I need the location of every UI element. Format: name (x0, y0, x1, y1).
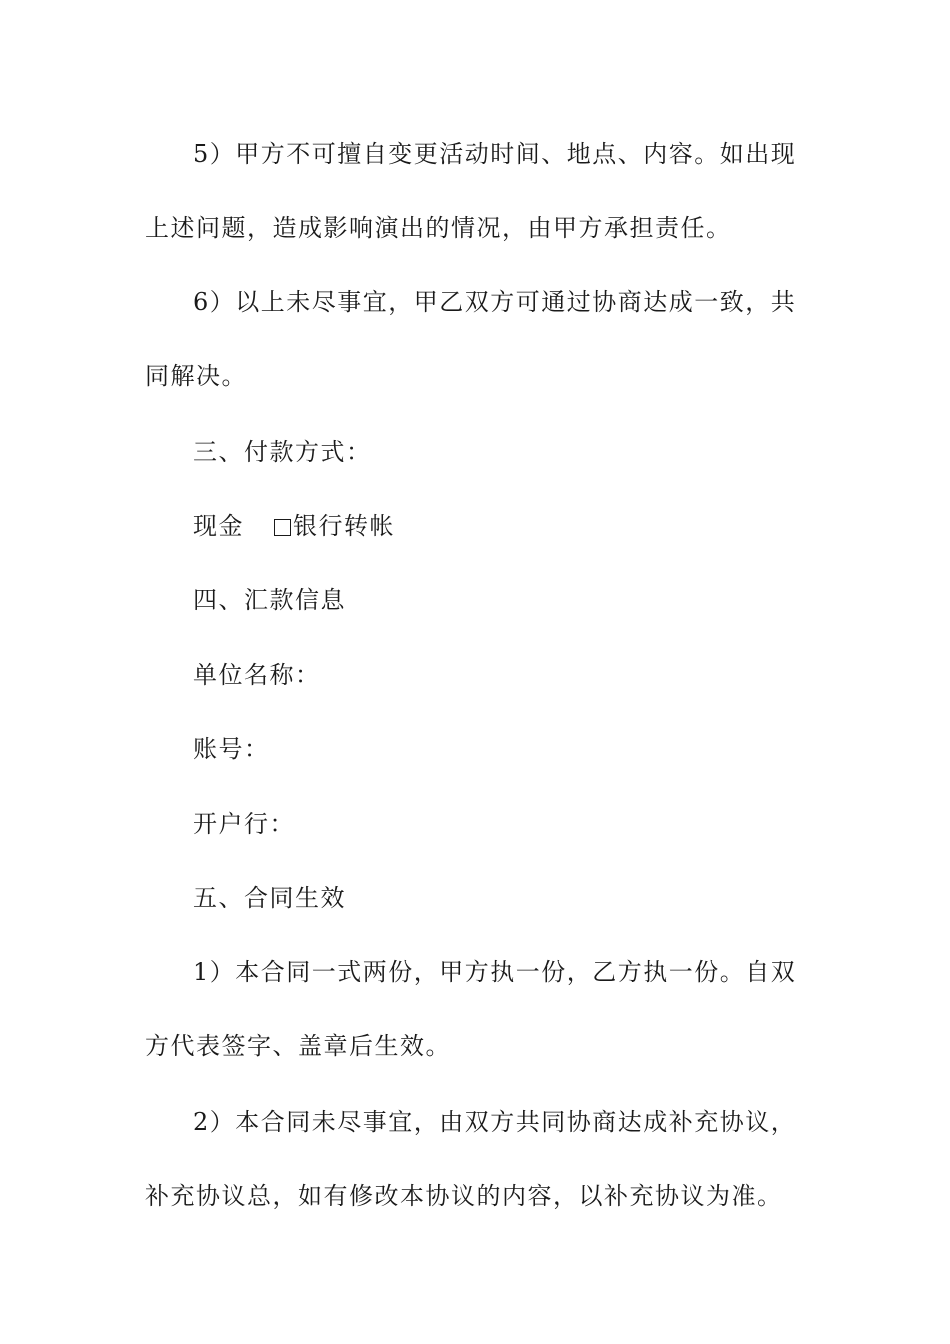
bank-label: 开户行： (193, 810, 295, 838)
section-5-heading: 五、合同生效 (193, 884, 346, 912)
payment-cash-label: 现金 (193, 512, 244, 540)
section-4-heading: 四、汇款信息 (193, 586, 346, 614)
clause-5-paragraph: 5）甲方不可擅自变更活动时间、地点、内容。如出现上述问题，造成影响演出的情况，由甲方承担责任。 (145, 140, 797, 242)
unit-name-label: 单位名称： (193, 661, 321, 689)
payment-options (193, 511, 395, 541)
contract-clause-1: 1）本合同一式两份，甲方执一份，乙方执一份。自双方代表签字、盖章后生效。 (145, 958, 797, 1060)
payment-bank-label: 银行转帐 (293, 512, 395, 540)
bank-transfer-checkbox[interactable] (274, 519, 291, 536)
section-3-heading: 三、付款方式： (193, 438, 372, 466)
contract-clause-2: 2）本合同未尽事宜，由双方共同协商达成补充协议，补充协议总，如有修改本协议的内容，以补充协议为准。 (145, 1108, 797, 1210)
account-label: 账号： (193, 735, 270, 763)
clause-6-paragraph: 6）以上未尽事宜，甲乙双方可通过协商达成一致，共同解决。 (145, 288, 797, 390)
